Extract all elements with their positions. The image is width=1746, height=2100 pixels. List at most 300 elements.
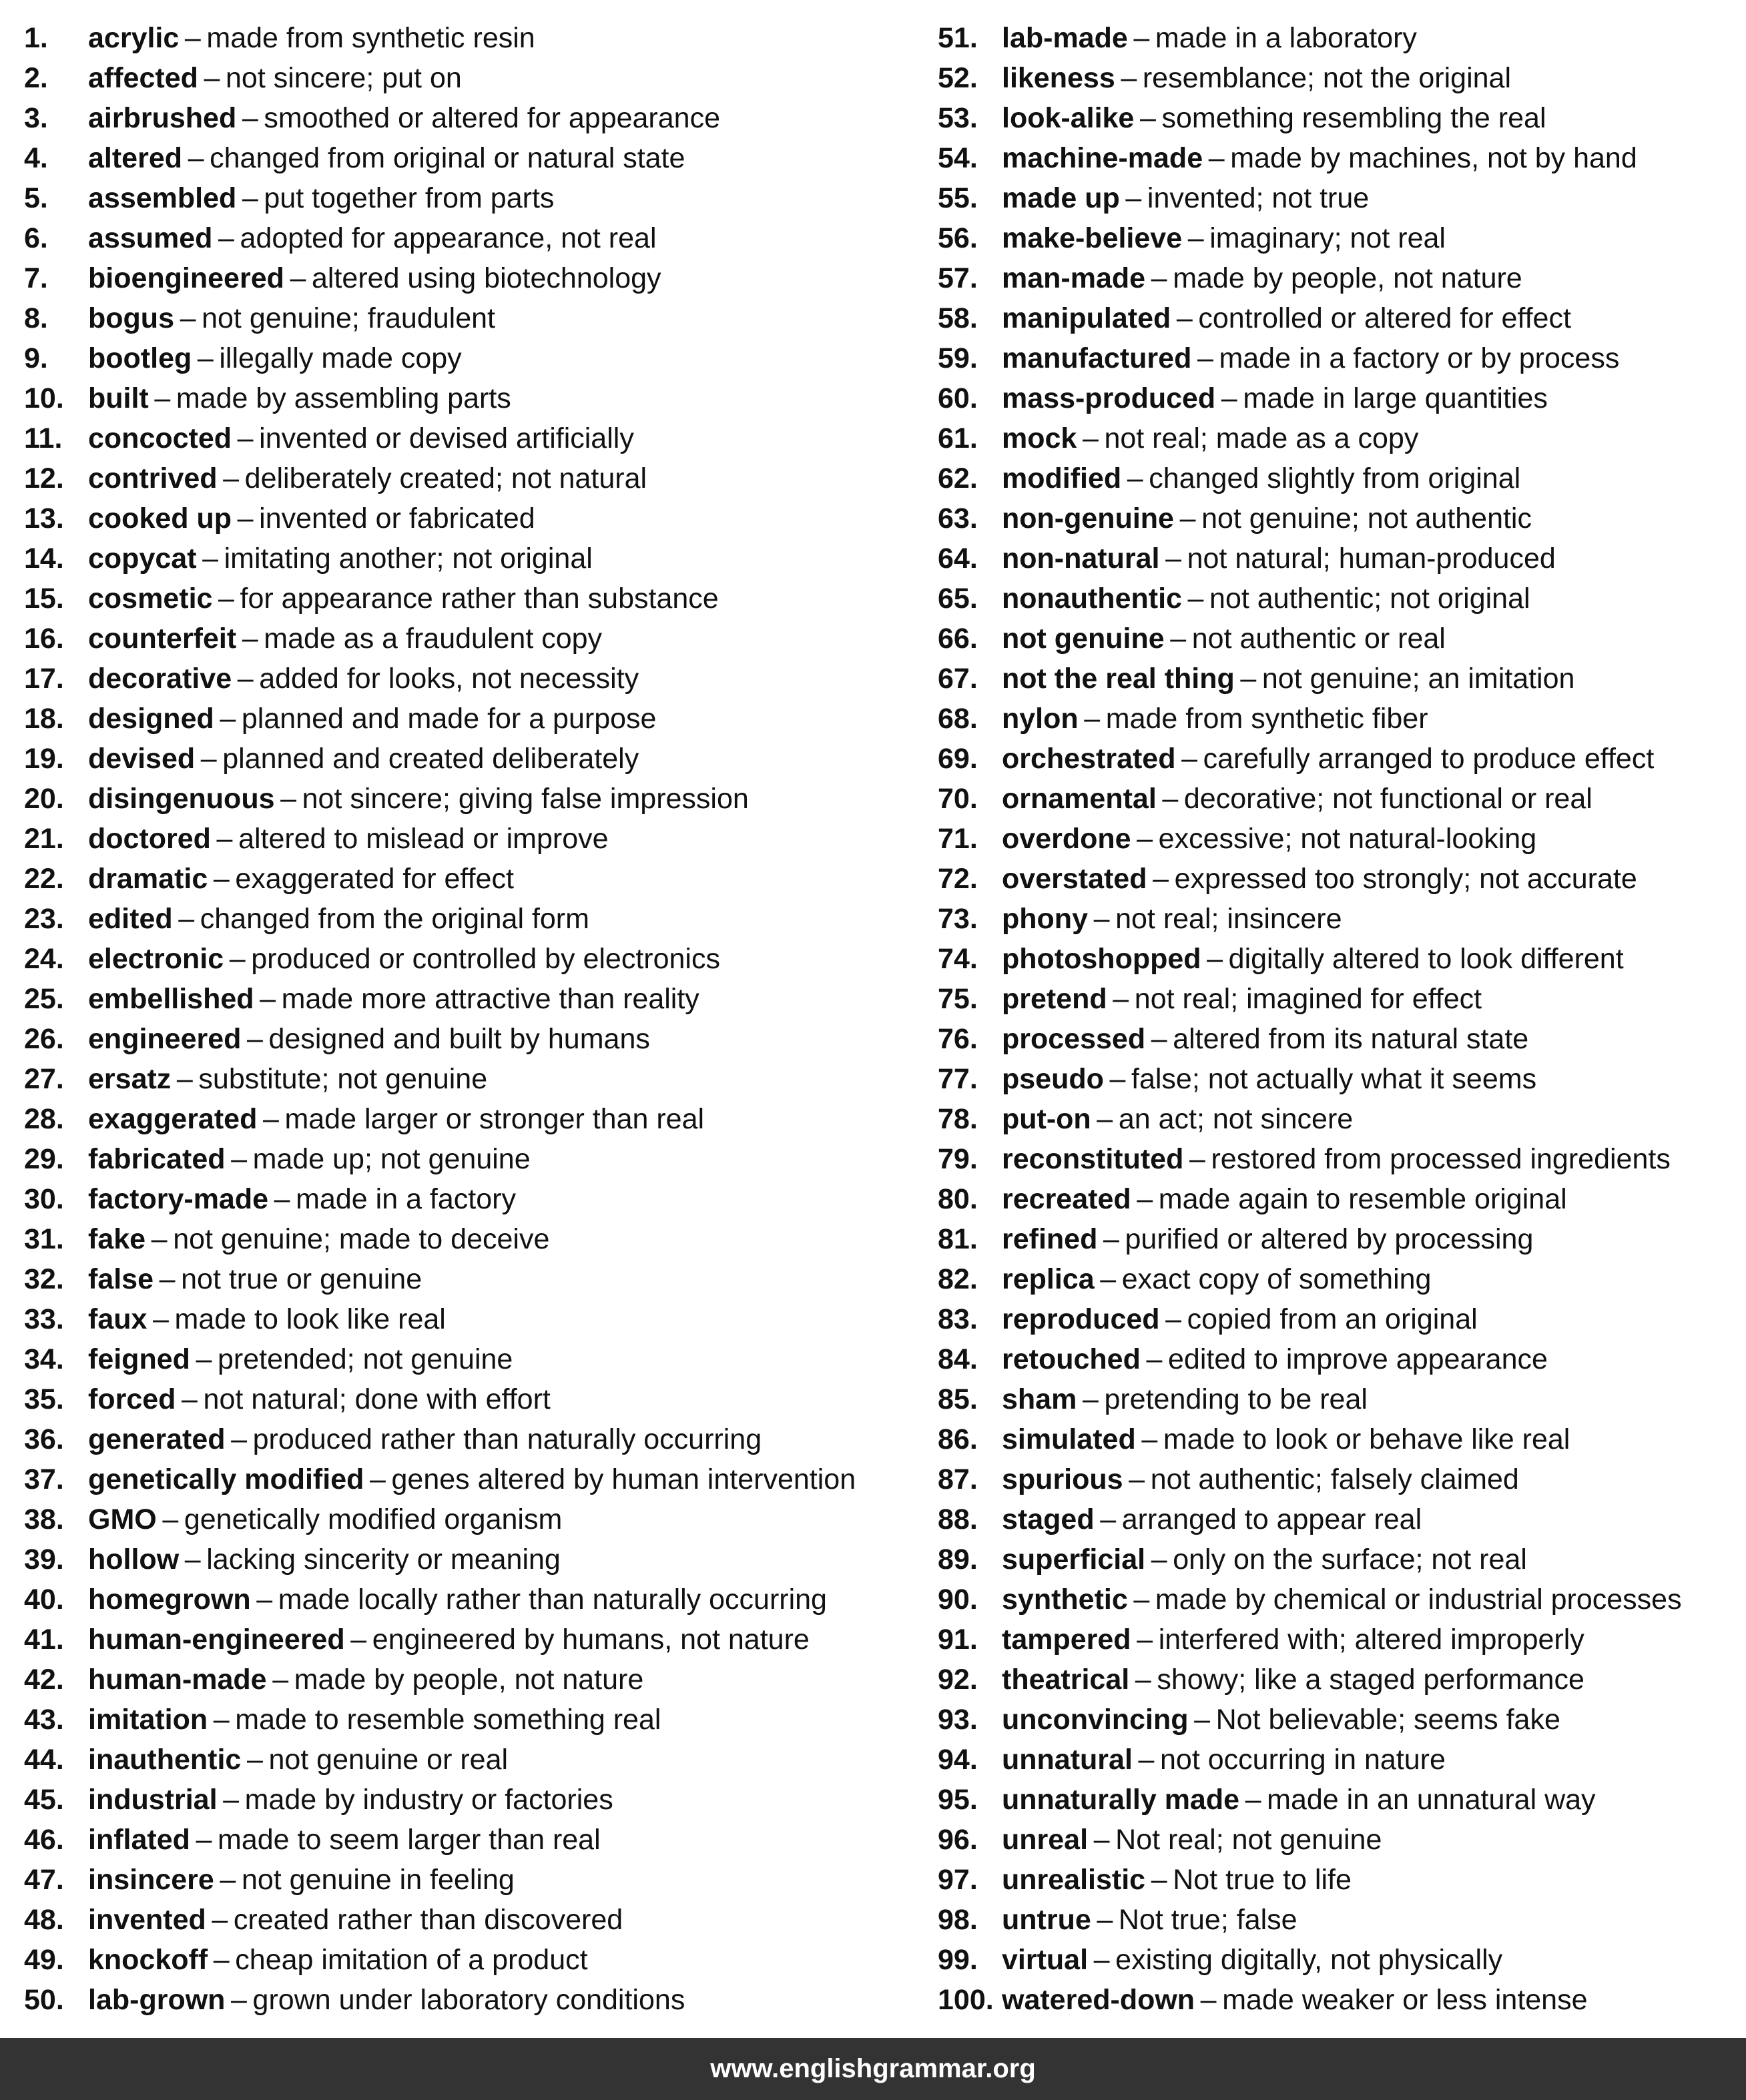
item-text xyxy=(88,1700,661,1740)
item-text xyxy=(1002,1740,1446,1780)
list-item xyxy=(938,1900,1739,1940)
list-item xyxy=(24,979,918,1019)
item-number: 75. xyxy=(938,983,978,1015)
list-item xyxy=(938,659,1739,699)
item-definition: imaginary; not real xyxy=(1209,222,1446,254)
item-separator: – xyxy=(176,1063,193,1095)
item-separator: – xyxy=(1245,1784,1261,1816)
item-definition: for appearance rather than substance xyxy=(240,583,719,615)
list-item xyxy=(24,138,918,178)
item-separator: – xyxy=(1127,462,1143,494)
item-number: 19. xyxy=(24,743,64,775)
item-separator: – xyxy=(242,623,258,655)
item-number: 64. xyxy=(938,543,978,575)
item-separator: – xyxy=(231,1984,247,2016)
item-term: recreated xyxy=(1002,1183,1131,1215)
list-item xyxy=(938,58,1739,98)
item-text xyxy=(1002,659,1574,699)
list-item xyxy=(24,298,918,338)
item-term: industrial xyxy=(88,1784,218,1816)
item-term: altered xyxy=(88,142,183,174)
item-separator: – xyxy=(229,943,246,975)
item-term: lab-grown xyxy=(88,1984,226,2016)
list-item xyxy=(938,98,1739,138)
item-text xyxy=(88,1860,515,1900)
list-item xyxy=(24,58,918,98)
item-number: 74. xyxy=(938,943,978,975)
list-item xyxy=(24,899,918,939)
item-term: overdone xyxy=(1002,823,1131,855)
list-item xyxy=(938,1219,1739,1259)
item-term: refined xyxy=(1002,1223,1098,1255)
list-item xyxy=(24,338,918,378)
list-item xyxy=(938,619,1739,659)
item-number: 30. xyxy=(24,1183,64,1215)
item-term: copycat xyxy=(88,543,197,575)
item-term: unconvincing xyxy=(1002,1704,1189,1736)
item-separator: – xyxy=(1194,1704,1211,1736)
item-separator: – xyxy=(1137,1183,1153,1215)
item-separator: – xyxy=(180,302,196,334)
list-item xyxy=(24,98,918,138)
item-definition: made from synthetic resin xyxy=(206,22,535,54)
item-number: 4. xyxy=(24,142,48,174)
item-definition: existing digitally, not physically xyxy=(1115,1944,1503,1976)
item-term: electronic xyxy=(88,943,224,975)
item-number: 6. xyxy=(24,222,48,254)
item-term: insincere xyxy=(88,1864,214,1896)
list-item xyxy=(938,418,1739,458)
item-number: 35. xyxy=(24,1383,64,1415)
item-number: 63. xyxy=(938,502,978,535)
item-separator: – xyxy=(1189,1143,1205,1175)
item-text xyxy=(88,1059,487,1099)
item-definition: changed slightly from original xyxy=(1149,462,1521,494)
list-item xyxy=(24,579,918,619)
item-term: tampered xyxy=(1002,1624,1131,1656)
item-text xyxy=(1002,1019,1528,1059)
item-separator: – xyxy=(1141,1423,1158,1455)
item-definition: excessive; not natural-looking xyxy=(1158,823,1537,855)
item-text xyxy=(88,1219,549,1259)
item-number: 42. xyxy=(24,1664,64,1696)
item-definition: made more attractive than reality xyxy=(281,983,699,1015)
item-separator: – xyxy=(159,1263,176,1295)
item-separator: – xyxy=(196,1824,212,1856)
list-item xyxy=(24,1099,918,1139)
item-term: replica xyxy=(1002,1263,1095,1295)
item-text xyxy=(1002,1700,1560,1740)
item-number: 49. xyxy=(24,1944,64,1976)
item-text xyxy=(1002,1459,1519,1499)
item-term: assembled xyxy=(88,182,237,214)
item-definition: pretending to be real xyxy=(1104,1383,1368,1415)
list-item xyxy=(24,1379,918,1419)
item-number: 90. xyxy=(938,1584,978,1616)
item-number: 10. xyxy=(24,382,64,414)
item-term: devised xyxy=(88,743,196,775)
item-definition: restored from processed ingredients xyxy=(1211,1143,1671,1175)
item-separator: – xyxy=(218,583,234,615)
item-separator: – xyxy=(260,983,276,1015)
list-item xyxy=(24,378,918,418)
item-text xyxy=(88,1419,762,1459)
item-separator: – xyxy=(153,1303,169,1335)
list-item xyxy=(24,659,918,699)
item-text xyxy=(88,1660,643,1700)
item-definition: substitute; not genuine xyxy=(198,1063,488,1095)
item-term: overstated xyxy=(1002,863,1147,895)
item-definition: produced rather than naturally occurring xyxy=(252,1423,762,1455)
item-number: 38. xyxy=(24,1503,64,1535)
item-text xyxy=(88,1379,551,1419)
item-number: 11. xyxy=(24,422,63,454)
list-item xyxy=(938,1980,1739,2020)
list-item xyxy=(938,1740,1739,1780)
item-text xyxy=(1002,138,1637,178)
item-text xyxy=(88,979,699,1019)
item-number: 2. xyxy=(24,62,48,94)
item-term: fabricated xyxy=(88,1143,226,1175)
item-text xyxy=(88,218,657,258)
item-definition: altered using biotechnology xyxy=(312,262,661,294)
item-definition: not sincere; giving false impression xyxy=(302,783,749,815)
item-term: ornamental xyxy=(1002,783,1157,815)
list-item xyxy=(938,1339,1739,1379)
item-term: watered-down xyxy=(1002,1984,1195,2016)
item-separator: – xyxy=(220,1864,236,1896)
item-term: unnatural xyxy=(1002,1744,1133,1776)
item-text xyxy=(1002,739,1654,779)
list-item xyxy=(938,1620,1739,1660)
item-separator: – xyxy=(1151,1543,1167,1576)
list-item xyxy=(24,498,918,539)
list-item xyxy=(24,539,918,579)
item-text xyxy=(1002,1820,1382,1860)
item-definition: engineered by humans, not nature xyxy=(372,1624,810,1656)
item-text xyxy=(88,1580,827,1620)
item-definition: exact copy of something xyxy=(1121,1263,1432,1295)
item-definition: made in a laboratory xyxy=(1155,22,1417,54)
item-separator: – xyxy=(272,1664,289,1696)
item-separator: – xyxy=(162,1503,179,1535)
item-definition: produced or controlled by electronics xyxy=(251,943,720,975)
item-term: decorative xyxy=(88,663,232,695)
item-text xyxy=(1002,218,1446,258)
list-item xyxy=(24,1620,918,1660)
item-separator: – xyxy=(231,1143,248,1175)
item-definition: made by machines, not by hand xyxy=(1230,142,1637,174)
item-number: 32. xyxy=(24,1263,64,1295)
item-number: 95. xyxy=(938,1784,978,1816)
item-text xyxy=(88,58,462,98)
item-text xyxy=(1002,378,1548,418)
item-definition: copied from an original xyxy=(1187,1303,1478,1335)
item-text xyxy=(1002,819,1536,859)
item-text xyxy=(88,1459,856,1499)
item-number: 86. xyxy=(938,1423,978,1455)
list-item xyxy=(938,739,1739,779)
item-separator: – xyxy=(256,1584,273,1616)
item-number: 37. xyxy=(24,1463,64,1495)
item-definition: made locally rather than naturally occurring xyxy=(278,1584,827,1616)
word-list-right-column xyxy=(938,18,1739,2020)
list-item xyxy=(24,1539,918,1580)
list-item xyxy=(24,1019,918,1059)
item-number: 94. xyxy=(938,1744,978,1776)
item-term: made up xyxy=(1002,182,1120,214)
item-term: knockoff xyxy=(88,1944,208,1976)
item-term: affected xyxy=(88,62,198,94)
item-definition: Not true; false xyxy=(1118,1904,1297,1936)
item-definition: made by people, not nature xyxy=(294,1664,644,1696)
item-term: unnaturally made xyxy=(1002,1784,1240,1816)
item-separator: – xyxy=(204,62,220,94)
item-text xyxy=(88,298,495,338)
item-term: sham xyxy=(1002,1383,1077,1415)
item-definition: genetically modified organism xyxy=(184,1503,563,1535)
item-text xyxy=(88,779,749,819)
item-text xyxy=(88,579,719,619)
item-definition: showy; like a staged performance xyxy=(1157,1664,1584,1696)
item-definition: not true or genuine xyxy=(181,1263,422,1295)
list-item xyxy=(24,218,918,258)
item-text xyxy=(1002,1780,1596,1820)
item-separator: – xyxy=(1240,663,1257,695)
item-text xyxy=(88,458,647,498)
item-number: 15. xyxy=(24,583,64,615)
item-term: orchestrated xyxy=(1002,743,1176,775)
item-term: embellished xyxy=(88,983,254,1015)
item-number: 84. xyxy=(938,1343,978,1375)
item-term: look-alike xyxy=(1002,102,1135,134)
list-item xyxy=(24,739,918,779)
item-definition: made to look like real xyxy=(174,1303,446,1335)
item-number: 8. xyxy=(24,302,48,334)
item-separator: – xyxy=(237,422,254,454)
list-item xyxy=(938,1780,1739,1820)
item-separator: – xyxy=(223,1784,240,1816)
item-separator: – xyxy=(223,462,240,494)
list-item xyxy=(24,1259,918,1299)
item-text xyxy=(88,258,661,298)
list-item xyxy=(938,258,1739,298)
list-item xyxy=(24,1219,918,1259)
item-number: 68. xyxy=(938,703,978,735)
item-definition: something resembling the real xyxy=(1161,102,1546,134)
item-definition: made as a fraudulent copy xyxy=(264,623,603,655)
item-text xyxy=(88,1179,516,1219)
item-term: mock xyxy=(1002,422,1077,454)
item-term: unreal xyxy=(1002,1824,1089,1856)
item-separator: – xyxy=(1176,302,1193,334)
item-text xyxy=(1002,1059,1536,1099)
item-definition: not genuine or real xyxy=(268,1744,509,1776)
item-text xyxy=(1002,1499,1422,1539)
item-text xyxy=(1002,1259,1431,1299)
footer-bar xyxy=(0,2038,1746,2100)
item-definition: made again to resemble original xyxy=(1158,1183,1567,1215)
item-separator: – xyxy=(184,1543,201,1576)
item-number: 58. xyxy=(938,302,978,334)
item-term: spurious xyxy=(1002,1463,1123,1495)
item-text xyxy=(1002,1099,1353,1139)
item-number: 12. xyxy=(24,462,64,494)
item-number: 5. xyxy=(24,182,48,214)
item-separator: – xyxy=(1165,1303,1182,1335)
list-item xyxy=(938,1019,1739,1059)
item-separator: – xyxy=(369,1463,386,1495)
item-term: machine-made xyxy=(1002,142,1203,174)
list-item xyxy=(938,1820,1739,1860)
list-item xyxy=(938,1059,1739,1099)
item-term: non-natural xyxy=(1002,543,1160,575)
item-separator: – xyxy=(242,102,258,134)
item-text xyxy=(88,539,593,579)
item-text xyxy=(1002,1660,1584,1700)
item-term: lab-made xyxy=(1002,22,1128,54)
item-text xyxy=(1002,1580,1682,1620)
item-number: 99. xyxy=(938,1944,978,1976)
item-separator: – xyxy=(242,182,258,214)
item-text xyxy=(88,338,462,378)
list-item xyxy=(24,1900,918,1940)
list-item xyxy=(24,458,918,498)
item-number: 87. xyxy=(938,1463,978,1495)
item-separator: – xyxy=(1153,863,1169,895)
item-definition: Not believable; seems fake xyxy=(1215,1704,1560,1736)
item-text xyxy=(88,1620,810,1660)
item-separator: – xyxy=(246,1744,263,1776)
list-item xyxy=(938,819,1739,859)
item-definition: invented; not true xyxy=(1147,182,1370,214)
item-term: manufactured xyxy=(1002,342,1192,374)
list-item xyxy=(938,378,1739,418)
item-definition: edited to improve appearance xyxy=(1167,1343,1548,1375)
item-definition: planned and made for a purpose xyxy=(241,703,657,735)
list-item xyxy=(938,539,1739,579)
item-term: assumed xyxy=(88,222,213,254)
item-number: 31. xyxy=(24,1223,64,1255)
list-item xyxy=(938,939,1739,979)
item-term: superficial xyxy=(1002,1543,1146,1576)
item-term: false xyxy=(88,1263,154,1295)
item-separator: – xyxy=(1082,422,1099,454)
footer-website-url[interactable]: www.englishgrammar.org xyxy=(710,2054,1036,2083)
list-item xyxy=(24,1499,918,1539)
item-number: 92. xyxy=(938,1664,978,1696)
item-text xyxy=(1002,1900,1297,1940)
item-definition: cheap imitation of a product xyxy=(235,1944,588,1976)
item-term: homegrown xyxy=(88,1584,251,1616)
item-number: 65. xyxy=(938,583,978,615)
item-text xyxy=(88,378,511,418)
item-definition: arranged to appear real xyxy=(1121,1503,1422,1535)
item-number: 16. xyxy=(24,623,64,655)
item-term: nonauthentic xyxy=(1002,583,1182,615)
item-number: 17. xyxy=(24,663,64,695)
item-definition: only on the surface; not real xyxy=(1173,1543,1527,1576)
list-item xyxy=(938,338,1739,378)
item-number: 82. xyxy=(938,1263,978,1295)
list-item xyxy=(938,1419,1739,1459)
item-number: 7. xyxy=(24,262,48,294)
list-item xyxy=(938,1940,1739,1980)
item-separator: – xyxy=(1187,583,1204,615)
item-term: faux xyxy=(88,1303,148,1335)
item-separator: – xyxy=(231,1423,248,1455)
item-number: 89. xyxy=(938,1543,978,1576)
item-text xyxy=(1002,498,1532,539)
item-separator: – xyxy=(218,222,234,254)
item-separator: – xyxy=(1187,222,1204,254)
item-definition: changed from the original form xyxy=(200,903,589,935)
item-definition: digitally altered to look different xyxy=(1228,943,1624,975)
item-separator: – xyxy=(1138,1744,1155,1776)
item-definition: made by chemical or industrial processes xyxy=(1155,1584,1682,1616)
item-definition: resemblance; not the original xyxy=(1142,62,1511,94)
item-separator: – xyxy=(213,1704,230,1736)
item-definition: made in a factory or by process xyxy=(1219,342,1620,374)
list-item xyxy=(938,498,1739,539)
item-definition: not authentic; not original xyxy=(1209,583,1530,615)
item-term: human-engineered xyxy=(88,1624,345,1656)
item-definition: genes altered by human intervention xyxy=(391,1463,856,1495)
item-separator: – xyxy=(216,823,233,855)
item-term: likeness xyxy=(1002,62,1115,94)
item-term: reconstituted xyxy=(1002,1143,1184,1175)
item-separator: – xyxy=(1151,262,1167,294)
item-number: 93. xyxy=(938,1704,978,1736)
item-definition: made to resemble something real xyxy=(235,1704,661,1736)
list-item xyxy=(938,899,1739,939)
item-text xyxy=(1002,1419,1570,1459)
item-text xyxy=(1002,418,1418,458)
list-item xyxy=(938,138,1739,178)
item-number: 39. xyxy=(24,1543,64,1576)
item-term: ersatz xyxy=(88,1063,172,1095)
item-separator: – xyxy=(154,382,171,414)
item-number: 45. xyxy=(24,1784,64,1816)
item-number: 55. xyxy=(938,182,978,214)
item-number: 28. xyxy=(24,1103,64,1135)
item-definition: Not real; not genuine xyxy=(1115,1824,1382,1856)
item-term: contrived xyxy=(88,462,218,494)
item-term: human-made xyxy=(88,1664,267,1696)
item-separator: – xyxy=(1113,983,1129,1015)
item-separator: – xyxy=(1137,1624,1153,1656)
item-number: 85. xyxy=(938,1383,978,1415)
item-number: 24. xyxy=(24,943,64,975)
item-definition: not genuine; fraudulent xyxy=(202,302,496,334)
item-text xyxy=(1002,1379,1368,1419)
item-term: disingenuous xyxy=(88,783,275,815)
item-definition: lacking sincerity or meaning xyxy=(206,1543,561,1576)
item-definition: made by assembling parts xyxy=(176,382,511,414)
item-separator: – xyxy=(1208,142,1225,174)
item-definition: made in an unnatural way xyxy=(1267,1784,1596,1816)
item-text xyxy=(1002,1620,1584,1660)
item-separator: – xyxy=(350,1624,367,1656)
item-separator: – xyxy=(1146,1343,1163,1375)
item-definition: pretended; not genuine xyxy=(218,1343,513,1375)
item-definition: not sincere; put on xyxy=(226,62,462,94)
list-item xyxy=(24,18,918,58)
item-definition: made up; not genuine xyxy=(252,1143,531,1175)
item-separator: – xyxy=(1135,1664,1151,1696)
item-text xyxy=(1002,579,1530,619)
item-text xyxy=(88,899,589,939)
